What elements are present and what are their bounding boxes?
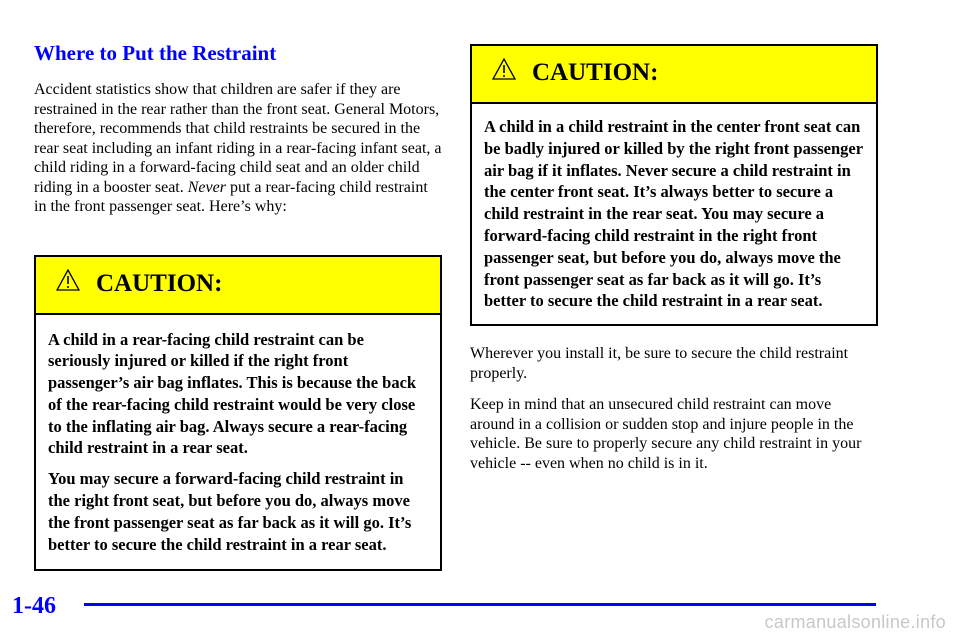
caution-header xyxy=(36,257,440,315)
warning-triangle-icon xyxy=(492,58,516,80)
caution-box-right xyxy=(470,44,878,326)
caution-title: CAUTION: xyxy=(532,59,659,86)
intro-emphasis: Never xyxy=(187,178,226,196)
warning-triangle-icon xyxy=(56,269,80,291)
caution-box-left xyxy=(34,255,442,572)
section-title: Where to Put the Restraint xyxy=(34,41,277,65)
unsecured-paragraph: Keep in mind that an unsecured child restraint can move around in a collision or sudden stop and injure people in the vehicle. Be sure to properly secure any child restraint in your vehicle -- even when no child is in it. xyxy=(470,396,862,472)
caution-header xyxy=(472,46,876,104)
caution-paragraph: A child in a rear-facing child restraint can be seriously injured or killed if the right front passenger’s air bag inflates. This is because the back of the rear-facing child restraint would be very close to the inflating air bag. Always secure a rear-facing child restraint in a rear seat. xyxy=(48,329,417,458)
caution-title: CAUTION: xyxy=(96,269,223,297)
intro-paragraph xyxy=(34,80,442,217)
watermark: carmanualsonline.info xyxy=(764,612,946,632)
caution-body xyxy=(472,104,876,324)
caution-paragraph: A child in a child restraint in the center front seat can be badly injured or killed by the right front passenger air bag if it inflates. Never secure a child restraint in the center front seat. It’s always better to secure a child restraint in the rear seat. You may secure a forward-facing child restraint in the right front passenger seat, but before you do, always move the front passenger seat as far back as it will go. It’s better to secure the child restraint in a rear seat. xyxy=(484,117,863,311)
right-column xyxy=(470,44,878,473)
caution-paragraph: You may secure a forward-facing child restraint in the right front seat, but before you do, always move the front passenger seat as far back as it will go. It’s better to secure the child restraint in a rear seat. xyxy=(48,469,412,554)
footer-rule xyxy=(84,603,876,606)
intro-text-end: put a rear-facing child restraint in the front passenger seat. Here’s why: xyxy=(34,178,428,215)
right-body-text xyxy=(470,344,878,473)
caution-body xyxy=(36,315,440,570)
install-paragraph: Wherever you install it, be sure to secure the child restraint properly. xyxy=(470,345,849,382)
page-number: 1-46 xyxy=(12,593,56,619)
left-column xyxy=(34,40,442,571)
intro-text-start: Accident statistics show that children are safer if they are restrained in the rear rather than the front seat. General Motors, therefore, recommends that child restraints be secured in the rear seat including an infant riding in a rear-facing infant seat, a child riding in a forward-facing child seat and an older child riding in a booster seat. xyxy=(34,81,442,196)
